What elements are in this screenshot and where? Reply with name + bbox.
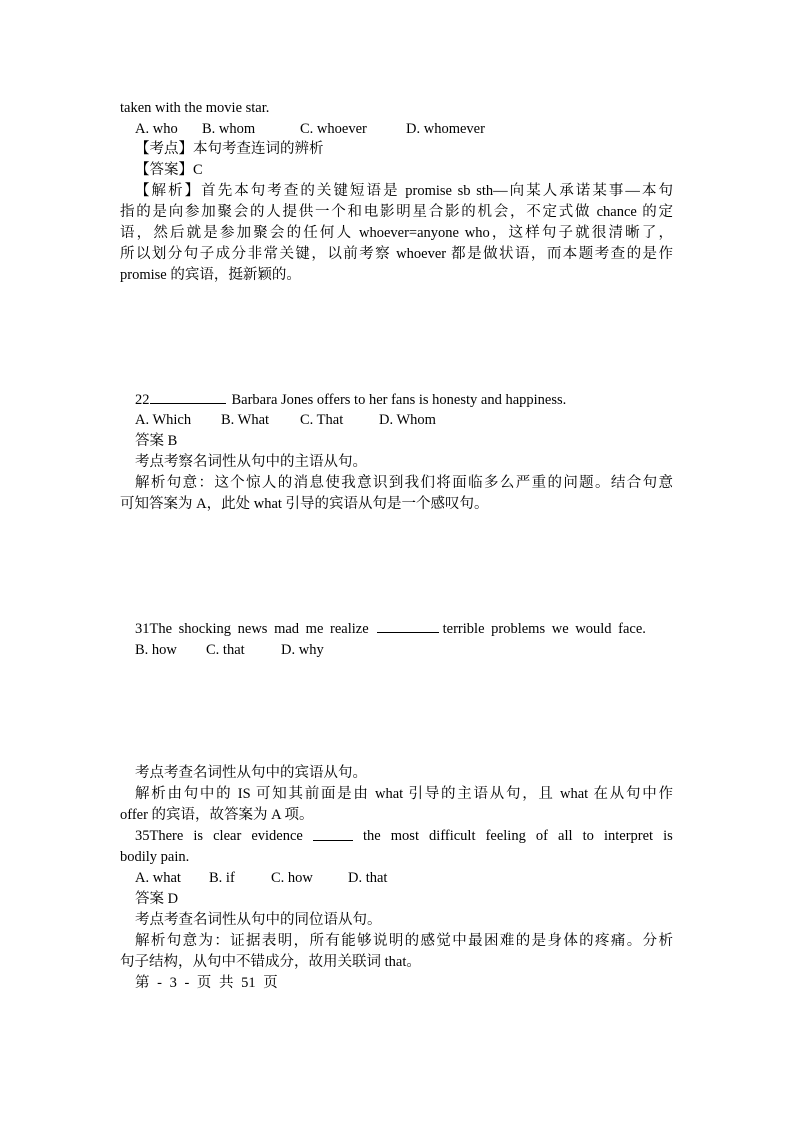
stem-word: clear	[213, 828, 242, 844]
question-text	[135, 826, 183, 846]
option-c: C. how	[271, 870, 313, 886]
question-31-stem	[135, 618, 646, 639]
stem-word: There	[149, 828, 184, 844]
options-row	[135, 119, 485, 139]
stem-word: most	[390, 828, 419, 844]
question-number: 31	[135, 621, 150, 637]
option-a: A. what	[135, 870, 181, 886]
kaodian-label: 【考点】本句考查连词的辨析	[135, 141, 324, 157]
options-row	[135, 410, 436, 430]
analysis-line: 指的是向参加聚会的人提供一个和电影明星合影的机会，不定式做 chance 的定	[120, 204, 673, 220]
option-a: A. Which	[135, 412, 192, 428]
option-b: B. whom	[202, 121, 256, 137]
option-c: C. That	[300, 412, 344, 428]
option-a: A. who	[135, 121, 178, 137]
option-b: B. if	[209, 870, 235, 886]
question-number: 22	[135, 392, 150, 408]
stem-word: is	[663, 828, 673, 844]
kaodian-label: 考点考查名词性从句中的宾语从句。	[135, 765, 367, 781]
answer-blank	[313, 826, 353, 841]
stem-word: the	[363, 828, 381, 844]
stem-word: to	[582, 828, 594, 844]
stem-word: difficult	[429, 828, 476, 844]
analysis-line: 语，然后就是参加聚会的任何人 whoever=anyone who，这样句子就很清晰了，	[120, 225, 673, 241]
question-35-stem	[135, 826, 673, 846]
analysis-line: 解析句意为：证据表明，所有能够说明的感觉中最困难的是身体的疼痛。分析	[135, 933, 673, 949]
option-d: D. why	[281, 642, 324, 658]
answer-label: 答案 B	[135, 433, 178, 449]
option-b: B. how	[135, 642, 177, 658]
analysis-line: 解析句意：这个惊人的消息使我意识到我们将面临多么严重的问题。结合句意	[135, 475, 673, 491]
question-text: bodily pain.	[120, 849, 190, 865]
stem-word: of	[535, 828, 548, 844]
option-b: B. What	[221, 412, 270, 428]
analysis-line: offer 的宾语，故答案为 A 项。	[120, 807, 314, 823]
stem-word: feeling	[485, 828, 526, 844]
answer-label: 【答案】C	[135, 162, 203, 178]
answer-label: 答案 D	[135, 891, 179, 907]
analysis-line: promise 的宾语，挺新颖的。	[120, 267, 301, 283]
analysis-line: 可知答案为 A，此处 what 引导的宾语从句是一个感叹句。	[120, 496, 489, 512]
page-number: 第 - 3 - 页 共 51 页	[135, 975, 278, 991]
stem-word: evidence	[251, 828, 303, 844]
analysis-line: 句子结构，从句中不错成分，故用关联词 that。	[120, 954, 421, 970]
kaodian-label: 考点考察名词性从句中的主语从句。	[135, 454, 367, 470]
question-text: terrible problems we would face.	[442, 621, 646, 637]
options-row	[135, 868, 387, 888]
stem-word: interpret	[603, 828, 654, 844]
option-c: C. that	[206, 642, 245, 658]
stem-word: is	[193, 828, 204, 844]
options-row	[135, 640, 324, 660]
answer-blank	[150, 389, 226, 404]
stem-word: all	[558, 828, 573, 844]
answer-blank	[377, 618, 439, 633]
question-text: Barbara Jones offers to her fans is honesty and happiness.	[231, 392, 567, 408]
question-number: 35	[135, 828, 150, 844]
option-c: C. whoever	[300, 121, 367, 137]
kaodian-label: 考点考查名词性从句中的同位语从句。	[135, 912, 382, 928]
analysis-line: 【解析】首先本句考查的关键短语是 promise sb sth—向某人承诺某事—本句	[135, 183, 673, 199]
analysis-line: 所以划分句子成分非常关键，以前考察 whoever 都是做状语，而本题考查的是作	[120, 246, 673, 262]
option-d: D. Whom	[379, 412, 436, 428]
analysis-line: 解析由句中的 IS 可知其前面是由 what 引导的主语从句，且 what 在从句中作	[135, 786, 673, 802]
option-d: D. whomever	[406, 121, 485, 137]
option-d: D. that	[348, 870, 388, 886]
question-text: The shocking news mad me realize	[149, 621, 369, 637]
question-stem-continuation: taken with the movie star.	[120, 100, 270, 116]
question-22-stem	[135, 389, 566, 410]
